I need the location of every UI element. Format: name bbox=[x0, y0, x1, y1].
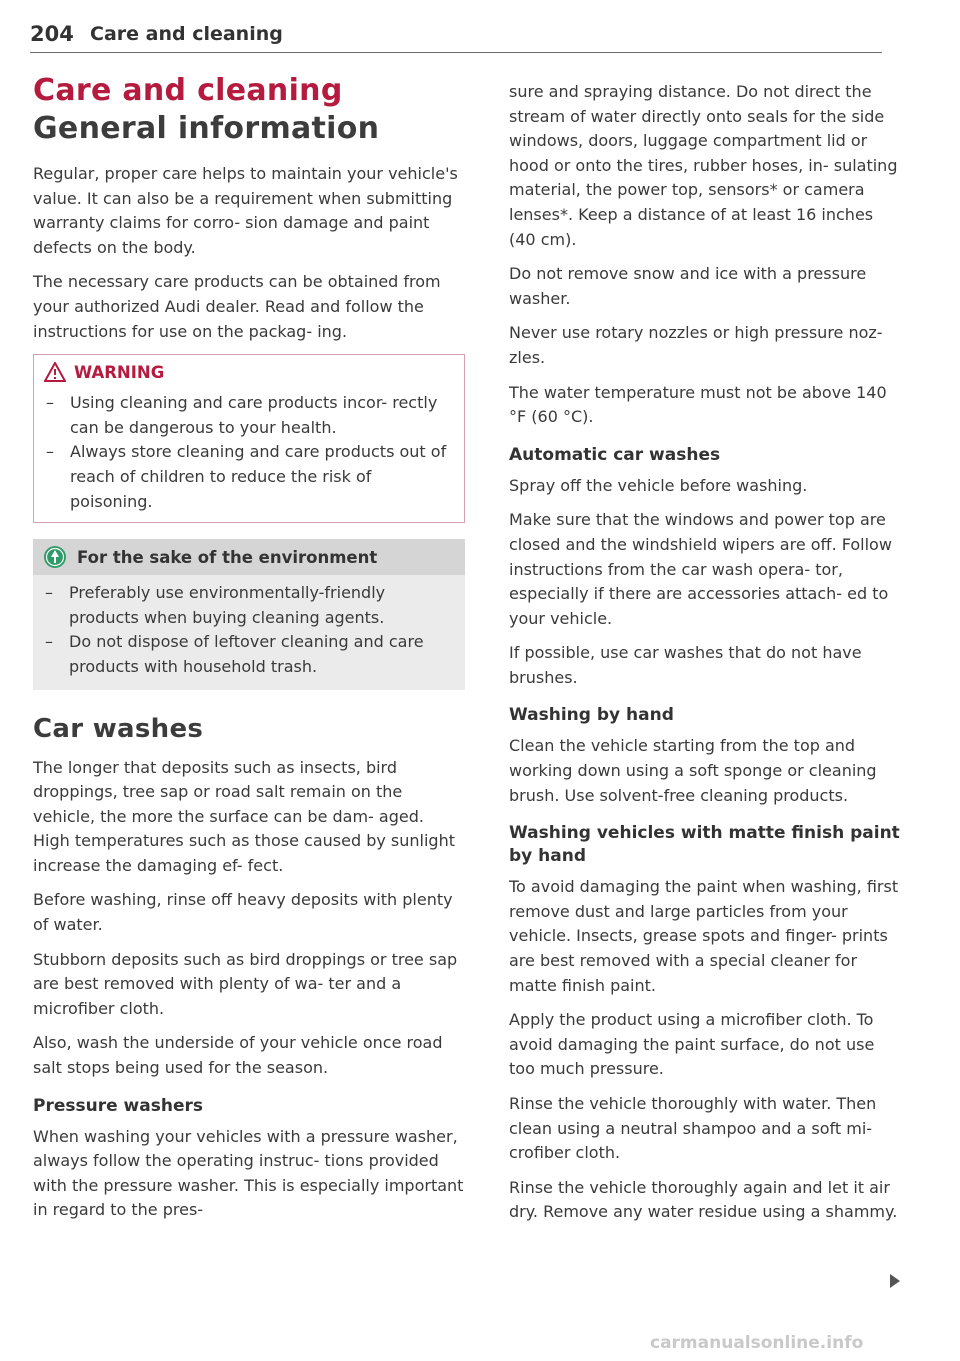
paragraph: Regular, proper care helps to maintain your vehicle's value. It can also be a requirement when submitting warranty claims for corro- sion damage and paint defects on the body. bbox=[33, 164, 458, 257]
warning-item: – Using cleaning and care products incor- rectly can be dangerous to your health. bbox=[46, 391, 452, 440]
paragraph: Also, wash the underside of your vehicle once road salt stops being used for the season. bbox=[33, 1033, 443, 1078]
environment-item: – Do not dispose of leftover cleaning and care products with household trash. bbox=[45, 630, 453, 679]
paragraph: Never use rotary nozzles or high pressure noz- zles. bbox=[509, 323, 883, 367]
right-column bbox=[509, 80, 901, 1235]
environment-title: For the sake of the environment bbox=[77, 547, 378, 567]
paragraph: If possible, use car washes that do not have brushes. bbox=[509, 643, 862, 687]
paragraph: The water temperature must not be above 140 °F (60 °C). bbox=[509, 382, 887, 427]
warning-triangle-icon bbox=[44, 362, 66, 382]
warning-box bbox=[33, 354, 465, 523]
page-number: 204 bbox=[30, 22, 74, 46]
paragraph: To avoid damaging the paint when washing, first remove dust and large particles from your vehicle. Insects, grease spots and finger- prints are best removed with a special cleaner for matte finish paint. bbox=[509, 877, 899, 995]
warning-item: – Always store cleaning and care products out of reach of children to reduce the risk of poisoning. bbox=[46, 440, 452, 514]
paragraph: The necessary care products can be obtained from your authorized Audi dealer. Read and follow the instructions for use on the packag- ing. bbox=[33, 272, 441, 341]
paragraph: Make sure that the windows and power top are closed and the windshield wipers are off. Follow instructions from the car wash opera- tor, especially if there are accessories attach- ed to your vehicle. bbox=[509, 510, 892, 628]
subheading: Washing vehicles with matte finish paint by hand bbox=[509, 823, 900, 867]
running-head: Care and cleaning bbox=[90, 23, 283, 45]
environment-list bbox=[33, 575, 465, 689]
paragraph: When washing your vehicles with a pressure washer, always follow the operating instruc- tions provided with the pressure washer. This is especially important in regard to the pres- bbox=[33, 1126, 464, 1220]
environment-header bbox=[33, 539, 465, 575]
subheading: Washing by hand bbox=[509, 705, 674, 726]
paragraph: Spray off the vehicle before washing. bbox=[509, 475, 808, 495]
paragraph: The longer that deposits such as insects, bird droppings, tree sap or road salt remain on the vehicle, the more the surface can be dam- aged. High temperatures such as those caused by sunlight increase the damaging ef- fect. bbox=[33, 757, 455, 875]
paragraph: Rinse the vehicle thoroughly again and let it air dry. Remove any water residue using a shammy. bbox=[509, 1177, 898, 1222]
paragraph: Apply the product using a microfiber cloth. To avoid damaging the paint surface, do not use too much pressure. bbox=[509, 1010, 875, 1079]
warning-list bbox=[34, 389, 464, 522]
subheading: Pressure washers bbox=[33, 1095, 203, 1116]
paragraph: Do not remove snow and ice with a pressure washer. bbox=[509, 264, 867, 308]
watermark: carmanualsonline.info bbox=[650, 1333, 864, 1353]
paragraph: Stubborn deposits such as bird droppings or tree sap are best removed with plenty of wa- ter and a microfiber cloth. bbox=[33, 949, 458, 1018]
warning-title: WARNING bbox=[74, 362, 165, 382]
warning-header bbox=[34, 355, 464, 389]
environment-box bbox=[33, 539, 465, 689]
subheading: Automatic car washes bbox=[509, 444, 721, 465]
continue-arrow-icon bbox=[890, 1274, 900, 1288]
page-title: Care and cleaning bbox=[33, 73, 343, 108]
paragraph: Clean the vehicle starting from the top and working down using a soft sponge or cleaning brush. Use solvent-free cleaning products. bbox=[509, 736, 877, 805]
page-header bbox=[30, 22, 882, 53]
left-column bbox=[33, 72, 465, 1233]
environment-item: – Preferably use environmentally-friendly products when buying cleaning agents. bbox=[45, 581, 453, 630]
paragraph: sure and spraying distance. Do not direct the stream of water directly onto seals for the side windows, doors, luggage compartment lid or hood or onto the tires, rubber hoses, in- sulating material, the power top, sensors* or camera lenses*. Keep a distance of at least 16 inches (40 cm). bbox=[509, 82, 898, 249]
paragraph: Before washing, rinse off heavy deposits with plenty of water. bbox=[33, 890, 453, 935]
page-subtitle: General information bbox=[33, 111, 380, 146]
section-title: Car washes bbox=[33, 713, 204, 744]
paragraph: Rinse the vehicle thoroughly with water. Then clean using a neutral shampoo and a soft mi- crofiber cloth. bbox=[509, 1094, 877, 1163]
environment-icon bbox=[43, 545, 67, 569]
